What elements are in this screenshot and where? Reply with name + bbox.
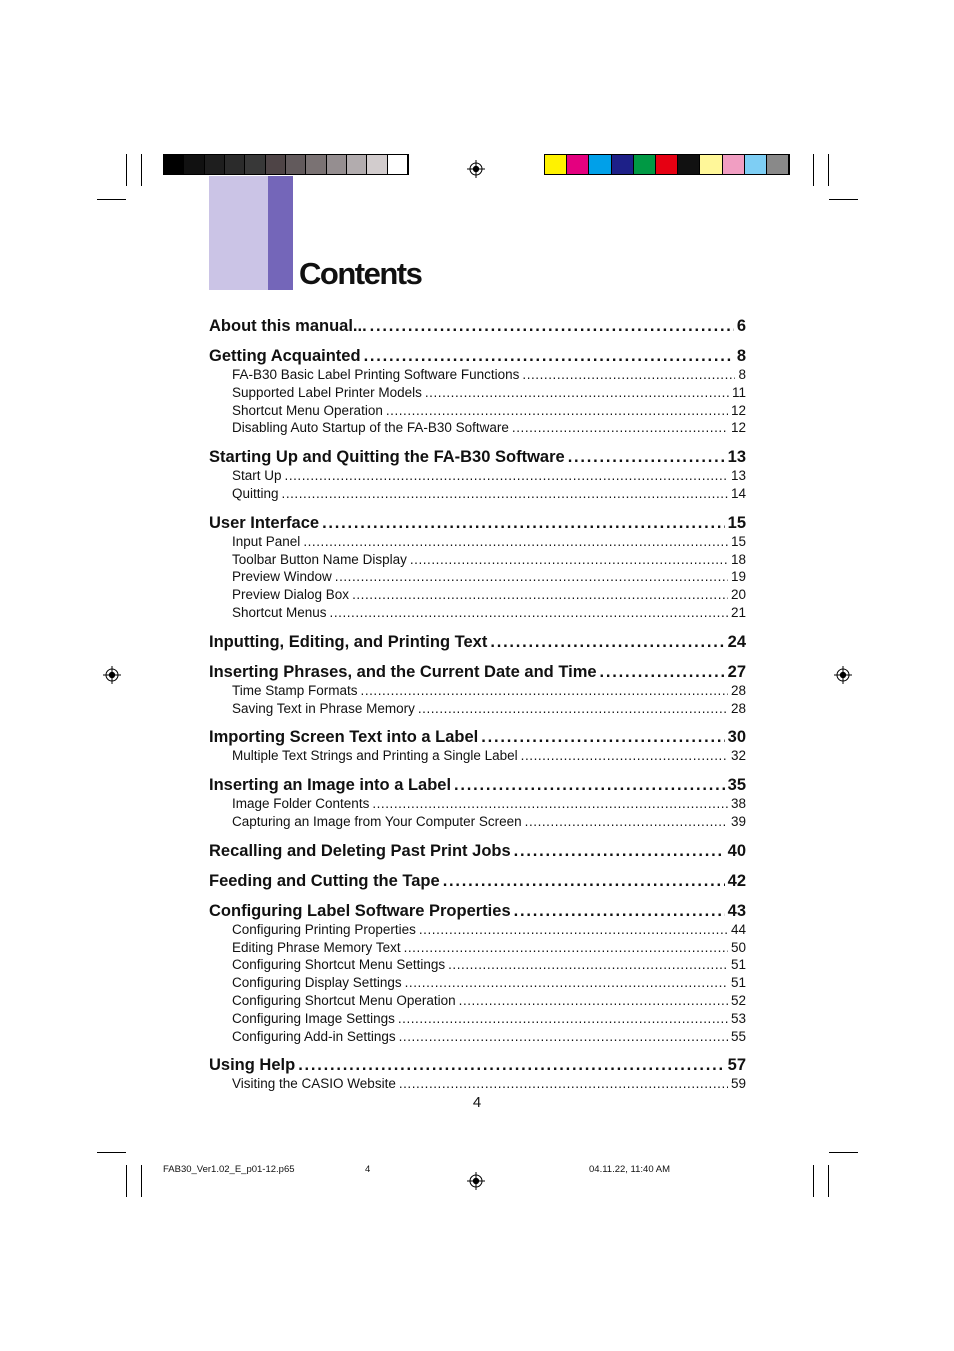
dot-leader [399, 1028, 728, 1046]
toc-subentry[interactable] [209, 402, 746, 420]
dot-leader [330, 604, 728, 622]
toc-subentry[interactable] [209, 485, 746, 503]
toc-subentry-page: 15 [730, 533, 746, 549]
toc-subentry[interactable] [209, 467, 746, 485]
grayscale-bar-strip [163, 154, 409, 175]
toc-subentry[interactable] [209, 682, 746, 700]
toc-entry[interactable] [209, 346, 746, 366]
toc-subentry-page: 14 [730, 485, 746, 501]
dot-leader [303, 533, 728, 551]
dot-leader [512, 419, 728, 437]
toc-subentry-page: 51 [730, 957, 746, 973]
color-bar-strip [544, 154, 790, 175]
toc-entry-page: 13 [727, 448, 746, 467]
toc-subentry-page: 38 [730, 796, 746, 812]
toc-section [209, 513, 746, 622]
toc-subentry-title: Toolbar Button Name Display [232, 551, 407, 567]
toc-entry-title: User Interface [209, 513, 320, 532]
toc-subentry[interactable] [209, 533, 746, 551]
dot-leader [425, 384, 729, 402]
dot-leader [600, 662, 725, 682]
toc-entry[interactable] [209, 841, 746, 861]
slug-filename: FAB30_Ver1.02_E_p01-12.p65 [163, 1164, 295, 1175]
toc-subentry[interactable] [209, 604, 746, 622]
toc-subentry-page: 28 [730, 682, 746, 698]
color-swatch [723, 155, 745, 174]
dot-leader [322, 513, 725, 533]
toc-subentry-title: Configuring Shortcut Menu Operation [232, 992, 456, 1008]
color-swatch [164, 155, 184, 174]
dot-leader [285, 467, 728, 485]
color-swatch [266, 155, 286, 174]
toc-subentry-page: 12 [730, 402, 746, 418]
dot-leader [418, 700, 728, 718]
toc-subentry-page: 32 [730, 748, 746, 764]
toc-entry[interactable] [209, 513, 746, 533]
toc-entry-page: 6 [736, 317, 746, 335]
toc-subentry-title: Quitting [232, 485, 279, 501]
toc-subentry[interactable] [209, 747, 746, 765]
crop-mark [126, 1165, 127, 1197]
toc-subentry[interactable] [209, 921, 746, 939]
toc-entry-title: Inputting, Editing, and Printing Text [209, 632, 488, 651]
toc-entry-page: 30 [727, 728, 746, 747]
toc-subentry-page: 19 [730, 569, 746, 585]
toc-section [209, 775, 746, 831]
toc-subentry[interactable] [209, 384, 746, 402]
page-number: 4 [472, 1094, 482, 1111]
crop-mark [97, 199, 126, 200]
registration-mark-icon [103, 666, 121, 684]
table-of-contents [209, 316, 746, 1103]
toc-subentry-title: Configuring Shortcut Menu Settings [232, 957, 446, 973]
toc-entry-page: 40 [727, 841, 746, 860]
toc-subentry-title: Shortcut Menu Operation [232, 402, 383, 418]
color-swatch [767, 155, 789, 174]
toc-entry-page: 43 [727, 901, 746, 920]
toc-entry[interactable] [209, 447, 746, 467]
dot-leader [352, 586, 728, 604]
dot-leader [514, 901, 725, 921]
dot-leader [525, 813, 728, 831]
dot-leader [490, 632, 724, 652]
toc-entry-title: Inserting an Image into a Label [209, 776, 452, 795]
dot-leader [410, 551, 728, 569]
toc-section [209, 662, 746, 718]
toc-section [209, 871, 746, 891]
toc-entry[interactable] [209, 1055, 746, 1075]
color-swatch [205, 155, 225, 174]
toc-subentry-title: Start Up [232, 468, 282, 484]
crop-mark [828, 154, 829, 186]
color-swatch [656, 155, 678, 174]
header-tab-light [209, 176, 269, 290]
toc-subentry-title: Saving Text in Phrase Memory [232, 700, 415, 716]
dot-leader [404, 939, 728, 957]
dot-leader [522, 366, 735, 384]
crop-mark [126, 154, 127, 186]
toc-subentry-title: Capturing an Image from Your Computer Screen [232, 813, 522, 829]
toc-section [209, 346, 746, 437]
toc-subentry-page: 20 [730, 587, 746, 603]
dot-leader [361, 682, 728, 700]
toc-entry-title: About this manual... [209, 317, 367, 335]
dot-leader [454, 775, 725, 795]
toc-section [209, 632, 746, 652]
crop-mark [829, 1152, 858, 1153]
toc-entry-title: Using Help [209, 1056, 296, 1075]
toc-subentry-title: Input Panel [232, 533, 301, 549]
toc-subentry-page: 11 [731, 384, 746, 400]
dot-leader [448, 956, 728, 974]
toc-subentry[interactable] [209, 366, 746, 384]
dot-leader [568, 447, 725, 467]
toc-section [209, 316, 746, 336]
color-swatch [745, 155, 767, 174]
toc-subentry-title: Image Folder Contents [232, 796, 370, 812]
toc-subentry-title: Supported Label Printer Models [232, 384, 422, 400]
toc-subentry-page: 8 [738, 367, 746, 382]
color-swatch [678, 155, 700, 174]
toc-section [209, 1055, 746, 1093]
toc-subentry-title: FA-B30 Basic Label Printing Software Functions [232, 367, 520, 382]
toc-entry-title: Configuring Label Software Properties [209, 901, 511, 920]
toc-subentry[interactable] [209, 974, 746, 992]
toc-subentry-title: Configuring Image Settings [232, 1010, 395, 1026]
color-swatch [388, 155, 408, 174]
toc-entry-title: Getting Acquainted [209, 347, 361, 365]
toc-subentry-title: Preview Window [232, 569, 332, 585]
dot-leader [335, 568, 728, 586]
toc-subentry-page: 52 [730, 992, 746, 1008]
registration-mark-icon [834, 666, 852, 684]
registration-mark-icon [467, 1172, 485, 1190]
toc-subentry-title: Disabling Auto Startup of the FA-B30 Software [232, 420, 509, 436]
dot-leader [398, 1010, 728, 1028]
dot-leader [443, 871, 725, 891]
toc-subentry-page: 13 [730, 468, 746, 484]
color-swatch [367, 155, 387, 174]
toc-subentry[interactable] [209, 1028, 746, 1046]
toc-entry[interactable] [209, 901, 746, 921]
registration-mark-icon [467, 160, 485, 178]
toc-entry[interactable] [209, 871, 746, 891]
toc-entry-page: 27 [727, 662, 746, 681]
crop-mark [813, 154, 814, 186]
toc-subentry-page: 51 [730, 975, 746, 991]
slug-page: 4 [365, 1164, 371, 1175]
crop-mark [829, 199, 858, 200]
toc-subentry-page: 18 [730, 551, 746, 567]
crop-mark [97, 1152, 126, 1153]
toc-subentry-title: Time Stamp Formats [232, 682, 358, 698]
toc-subentry[interactable] [209, 1075, 746, 1093]
dot-leader [298, 1055, 724, 1075]
color-swatch [700, 155, 722, 174]
toc-section [209, 841, 746, 861]
dot-leader [521, 747, 728, 765]
toc-subentry[interactable] [209, 700, 746, 718]
dot-leader [405, 974, 728, 992]
toc-entry-title: Starting Up and Quitting the FA-B30 Software [209, 448, 565, 467]
header-tab-dark [268, 176, 293, 290]
toc-entry[interactable] [209, 662, 746, 682]
toc-entry[interactable] [209, 632, 746, 652]
toc-entry[interactable] [209, 727, 746, 747]
toc-entry-page: 42 [727, 871, 746, 890]
toc-subentry[interactable] [209, 586, 746, 604]
color-swatch [347, 155, 367, 174]
toc-entry-title: Recalling and Deleting Past Print Jobs [209, 841, 511, 860]
toc-entry-title: Feeding and Cutting the Tape [209, 871, 440, 890]
color-swatch [545, 155, 567, 174]
toc-entry[interactable] [209, 316, 746, 336]
toc-subentry-page: 28 [730, 700, 746, 716]
toc-subentry[interactable] [209, 956, 746, 974]
toc-subentry[interactable] [209, 1010, 746, 1028]
toc-section [209, 727, 746, 765]
toc-entry-title: Inserting Phrases, and the Current Date and Time [209, 662, 597, 681]
color-swatch [327, 155, 347, 174]
color-swatch [306, 155, 326, 174]
toc-subentry-title: Configuring Add-in Settings [232, 1028, 396, 1044]
color-swatch [286, 155, 306, 174]
page-title: Contents [299, 256, 422, 291]
toc-subentry-title: Editing Phrase Memory Text [232, 939, 401, 955]
toc-entry-page: 15 [727, 513, 746, 532]
toc-entry-page: 8 [736, 347, 746, 365]
toc-subentry-page: 59 [730, 1076, 746, 1092]
toc-subentry-page: 55 [730, 1028, 746, 1044]
color-swatch [184, 155, 204, 174]
crop-mark [828, 1165, 829, 1197]
dot-leader [372, 795, 728, 813]
color-swatch [612, 155, 634, 174]
toc-subentry-page: 39 [730, 813, 746, 829]
toc-entry-page: 24 [727, 632, 746, 651]
crop-mark [141, 154, 142, 186]
toc-subentry[interactable] [209, 939, 746, 957]
color-swatch [567, 155, 589, 174]
toc-subentry[interactable] [209, 992, 746, 1010]
toc-section [209, 447, 746, 503]
toc-subentry-title: Visiting the CASIO Website [232, 1076, 396, 1092]
toc-entry-page: 35 [727, 776, 746, 795]
toc-subentry-title: Preview Dialog Box [232, 587, 350, 603]
toc-subentry-title: Multiple Text Strings and Printing a Single Label [232, 748, 518, 764]
dot-leader [419, 921, 728, 939]
slug-datetime: 04.11.22, 11:40 AM [589, 1164, 670, 1175]
toc-subentry-page: 53 [730, 1010, 746, 1026]
toc-subentry[interactable] [209, 813, 746, 831]
toc-subentry-page: 12 [730, 420, 746, 436]
toc-entry[interactable] [209, 775, 746, 795]
toc-subentry[interactable] [209, 795, 746, 813]
dot-leader [399, 1075, 728, 1093]
toc-entry-title: Importing Screen Text into a Label [209, 728, 479, 747]
dot-leader [364, 346, 734, 366]
toc-section [209, 901, 746, 1046]
color-swatch [225, 155, 245, 174]
dot-leader [386, 402, 728, 420]
color-swatch [634, 155, 656, 174]
toc-entry-page: 57 [727, 1056, 746, 1075]
toc-subentry[interactable] [209, 568, 746, 586]
toc-subentry-page: 50 [730, 939, 746, 955]
toc-subentry-page: 21 [730, 604, 746, 620]
toc-subentry-page: 44 [730, 921, 746, 937]
toc-subentry[interactable] [209, 419, 746, 437]
toc-subentry-title: Configuring Printing Properties [232, 921, 416, 937]
crop-mark [813, 1165, 814, 1197]
color-swatch [245, 155, 265, 174]
toc-subentry-title: Configuring Display Settings [232, 975, 402, 991]
color-swatch [589, 155, 611, 174]
dot-leader [370, 316, 734, 336]
dot-leader [514, 841, 725, 861]
dot-leader [481, 727, 724, 747]
dot-leader [282, 485, 728, 503]
toc-subentry[interactable] [209, 551, 746, 569]
toc-subentry-title: Shortcut Menus [232, 604, 327, 620]
crop-mark [141, 1165, 142, 1197]
dot-leader [459, 992, 728, 1010]
